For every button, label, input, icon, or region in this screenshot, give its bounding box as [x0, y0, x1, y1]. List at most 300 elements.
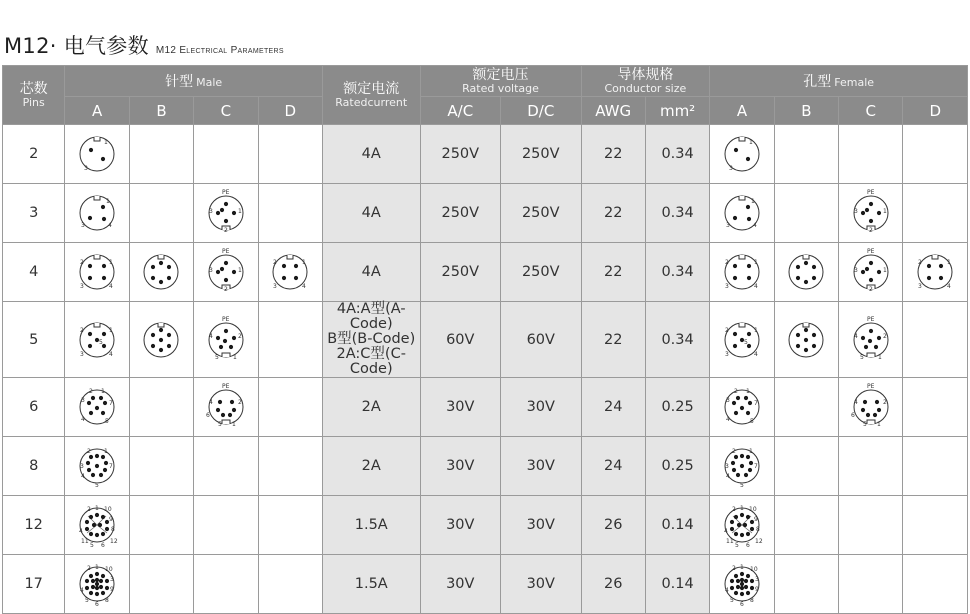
electrical-parameters-table — [2, 65, 968, 614]
male-pin-diagram-icon — [68, 187, 126, 239]
female-code-c-cell — [839, 496, 903, 555]
rated-current — [322, 302, 420, 378]
svg-text:3: 3 — [918, 283, 923, 290]
rated-current: 1.5A — [322, 555, 420, 614]
svg-text:3: 3 — [728, 165, 733, 172]
pins-count: 8 — [3, 437, 65, 496]
female-code-b-cell — [774, 125, 838, 184]
awg-value: 26 — [581, 496, 645, 555]
svg-text:11: 11 — [81, 538, 89, 545]
header-pins — [3, 66, 65, 125]
male-code-d-cell — [258, 243, 322, 302]
svg-text:1: 1 — [101, 388, 105, 395]
male-code-b-cell — [129, 496, 193, 555]
svg-text:3: 3 — [81, 397, 85, 404]
voltage-ac: 30V — [420, 437, 500, 496]
mm2-value: 0.34 — [645, 243, 709, 302]
female-code-a-cell — [710, 302, 774, 378]
svg-text:4: 4 — [752, 222, 757, 229]
svg-text:5: 5 — [749, 418, 754, 425]
svg-text:1: 1 — [877, 353, 882, 361]
svg-text:10: 10 — [104, 506, 112, 513]
female-socket-diagram-icon — [713, 381, 771, 433]
svg-text:8: 8 — [111, 526, 115, 533]
svg-text:1: 1 — [104, 448, 108, 455]
male-code-b-cell — [129, 378, 193, 437]
svg-text:3: 3 — [853, 208, 858, 215]
svg-text:1: 1 — [302, 259, 307, 266]
male-pin-diagram-icon — [68, 440, 126, 492]
svg-text:4: 4 — [753, 350, 758, 358]
header-male-code-b: B — [129, 97, 193, 125]
header-voltage-en: Rated voltage — [462, 81, 539, 95]
svg-text:3: 3 — [80, 350, 84, 358]
male-pin-diagram-icon — [68, 314, 126, 366]
female-socket-diagram-icon — [842, 381, 900, 433]
svg-text:2: 2 — [882, 399, 887, 406]
female-code-c-cell — [839, 378, 903, 437]
female-socket-diagram-icon — [713, 440, 771, 492]
svg-text:1: 1 — [232, 353, 237, 361]
female-code-a-cell — [710, 496, 774, 555]
svg-text:4: 4 — [753, 283, 758, 290]
svg-text:PE: PE — [221, 248, 230, 255]
svg-text:PE: PE — [866, 383, 875, 390]
pins-count: 4 — [3, 243, 65, 302]
title-sub: M12 Electrical Parameters — [155, 45, 284, 56]
svg-text:2: 2 — [87, 448, 91, 455]
svg-text:5: 5 — [743, 338, 748, 346]
svg-text:8: 8 — [755, 526, 760, 533]
svg-text:4: 4 — [80, 587, 84, 594]
male-pin-diagram-icon — [68, 558, 126, 610]
female-code-a-cell — [710, 378, 774, 437]
rated-current: 4A — [322, 243, 420, 302]
svg-text:10: 10 — [749, 566, 758, 573]
svg-text:PE: PE — [221, 383, 230, 390]
voltage-dc: 30V — [501, 437, 581, 496]
svg-text:5: 5 — [99, 338, 103, 346]
svg-text:6: 6 — [205, 412, 210, 419]
female-code-d-cell — [903, 555, 968, 614]
svg-text:1: 1 — [882, 208, 887, 215]
svg-text:1: 1 — [95, 505, 99, 512]
female-code-d-cell — [903, 496, 968, 555]
table-row — [3, 496, 968, 555]
svg-text:2: 2 — [237, 332, 242, 340]
male-code-c-cell — [194, 243, 258, 302]
svg-text:2: 2 — [882, 332, 887, 340]
header-dc: D/C — [501, 97, 581, 125]
male-code-c-cell — [194, 496, 258, 555]
svg-text:5: 5 — [859, 353, 864, 361]
svg-text:2: 2 — [731, 448, 736, 455]
header-ac: A/C — [420, 97, 500, 125]
svg-text:2: 2 — [87, 506, 91, 513]
svg-text:6: 6 — [739, 601, 744, 608]
voltage-dc: 30V — [501, 555, 581, 614]
female-code-b-cell — [774, 302, 838, 378]
svg-text:4: 4 — [725, 473, 730, 480]
female-socket-diagram-icon — [906, 246, 964, 298]
male-code-b-cell — [129, 184, 193, 243]
svg-text:3: 3 — [84, 165, 88, 172]
header-male-code-c: C — [194, 97, 258, 125]
svg-text:2: 2 — [223, 286, 228, 293]
female-socket-diagram-icon — [713, 558, 771, 610]
male-pin-diagram-icon — [68, 246, 126, 298]
awg-value: 22 — [581, 125, 645, 184]
female-code-d-cell — [903, 437, 968, 496]
male-pin-diagram-icon — [197, 314, 255, 366]
svg-text:1: 1 — [748, 139, 753, 146]
header-awg: AWG — [581, 97, 645, 125]
svg-text:2: 2 — [724, 326, 729, 334]
voltage-dc: 60V — [501, 302, 581, 378]
page-title — [4, 30, 284, 60]
pins-count: 2 — [3, 125, 65, 184]
female-code-b-cell — [774, 555, 838, 614]
rated-current: 4A — [322, 184, 420, 243]
svg-text:9: 9 — [110, 586, 114, 593]
awg-value: 26 — [581, 555, 645, 614]
pins-count: 6 — [3, 378, 65, 437]
svg-text:4: 4 — [81, 416, 85, 423]
svg-text:3: 3 — [208, 267, 213, 274]
svg-text:4: 4 — [81, 473, 85, 480]
male-code-b-cell — [129, 302, 193, 378]
svg-text:3: 3 — [208, 208, 213, 215]
male-pin-diagram-icon — [132, 246, 190, 298]
female-code-b-cell — [774, 184, 838, 243]
svg-text:4: 4 — [109, 283, 113, 290]
male-pin-diagram-icon — [197, 246, 255, 298]
svg-text:4: 4 — [724, 587, 729, 594]
svg-text:3: 3 — [725, 397, 730, 404]
male-pin-diagram-icon — [197, 381, 255, 433]
svg-text:1: 1 — [106, 198, 110, 205]
female-socket-diagram-icon — [777, 314, 835, 366]
male-code-c-cell — [194, 302, 258, 378]
svg-text:2: 2 — [731, 565, 736, 572]
male-code-d-cell — [258, 555, 322, 614]
table-row — [3, 302, 968, 378]
male-code-d-cell — [258, 125, 322, 184]
female-code-c-cell — [839, 302, 903, 378]
svg-text:6: 6 — [95, 601, 99, 608]
header-female-code-d: D — [903, 97, 968, 125]
header-male — [65, 66, 323, 97]
svg-text:3: 3 — [273, 283, 278, 290]
svg-text:3: 3 — [724, 463, 729, 470]
female-socket-diagram-icon — [713, 499, 771, 551]
svg-text:5: 5 — [95, 482, 99, 489]
female-code-c-cell — [839, 555, 903, 614]
voltage-dc: 250V — [501, 184, 581, 243]
male-pin-diagram-icon — [68, 499, 126, 551]
female-socket-diagram-icon — [777, 246, 835, 298]
female-code-a-cell — [710, 555, 774, 614]
awg-value: 24 — [581, 437, 645, 496]
svg-text:7: 7 — [109, 400, 113, 407]
voltage-dc: 30V — [501, 496, 581, 555]
svg-text:3: 3 — [724, 283, 729, 290]
svg-text:PE: PE — [866, 189, 875, 196]
male-code-c-cell — [194, 125, 258, 184]
svg-text:2: 2 — [89, 388, 93, 395]
svg-text:5: 5 — [214, 353, 219, 361]
female-code-b-cell — [774, 378, 838, 437]
svg-text:7: 7 — [753, 400, 758, 407]
svg-text:PE: PE — [221, 189, 230, 196]
header-male-zh: 针型 — [165, 74, 194, 90]
male-code-a-cell — [65, 496, 129, 555]
voltage-ac: 250V — [420, 184, 500, 243]
mm2-value: 0.14 — [645, 555, 709, 614]
svg-text:PE: PE — [866, 315, 875, 323]
male-code-a-cell — [65, 243, 129, 302]
svg-text:1: 1 — [876, 421, 881, 428]
male-code-a-cell — [65, 302, 129, 378]
svg-text:2: 2 — [731, 506, 736, 513]
svg-text:4: 4 — [208, 399, 213, 406]
voltage-ac: 250V — [420, 243, 500, 302]
table-row — [3, 378, 968, 437]
svg-text:1: 1 — [109, 259, 113, 266]
female-code-c-cell — [839, 243, 903, 302]
header-voltage-zh: 额定电压 — [472, 66, 529, 83]
male-code-d-cell — [258, 496, 322, 555]
svg-text:2: 2 — [223, 227, 228, 234]
voltage-dc: 250V — [501, 125, 581, 184]
svg-text:4: 4 — [947, 283, 952, 290]
svg-text:8: 8 — [749, 597, 754, 604]
header-pins-zh: 芯数 — [19, 80, 48, 97]
svg-text:11: 11 — [725, 538, 734, 545]
female-socket-diagram-icon — [713, 246, 771, 298]
svg-text:2: 2 — [87, 565, 91, 572]
svg-text:3: 3 — [80, 463, 84, 470]
svg-text:2: 2 — [868, 227, 873, 234]
header-male-en: Male — [196, 76, 223, 89]
male-code-d-cell — [258, 302, 322, 378]
male-pin-diagram-icon — [132, 314, 190, 366]
svg-text:2: 2 — [918, 259, 923, 266]
mm2-value: 0.25 — [645, 437, 709, 496]
female-socket-diagram-icon — [842, 246, 900, 298]
male-pin-diagram-icon — [197, 187, 255, 239]
svg-text:6: 6 — [850, 412, 855, 419]
svg-text:5: 5 — [90, 542, 94, 549]
svg-text:1: 1 — [748, 448, 753, 455]
header-female-code-b: B — [774, 97, 838, 125]
male-code-a-cell — [65, 378, 129, 437]
female-socket-diagram-icon — [842, 187, 900, 239]
header-male-code-a: A — [65, 97, 129, 125]
male-code-c-cell — [194, 184, 258, 243]
awg-value: 24 — [581, 378, 645, 437]
female-code-d-cell — [903, 302, 968, 378]
svg-text:1: 1 — [95, 564, 99, 571]
svg-text:2: 2 — [80, 259, 84, 266]
svg-text:9: 9 — [109, 516, 113, 523]
svg-text:2: 2 — [273, 259, 278, 266]
svg-text:10: 10 — [748, 506, 757, 513]
svg-text:2: 2 — [237, 399, 242, 406]
svg-text:4: 4 — [108, 222, 112, 229]
male-code-b-cell — [129, 243, 193, 302]
voltage-ac: 30V — [420, 496, 500, 555]
svg-text:1: 1 — [753, 259, 758, 266]
rated-current: 2A — [322, 437, 420, 496]
female-code-c-cell — [839, 437, 903, 496]
female-code-a-cell — [710, 125, 774, 184]
female-code-d-cell — [903, 378, 968, 437]
female-socket-diagram-icon — [713, 187, 771, 239]
svg-text:5: 5 — [734, 542, 739, 549]
male-code-b-cell — [129, 437, 193, 496]
awg-value: 22 — [581, 302, 645, 378]
rated-current-line: 2A:C型(C-Code) — [336, 346, 406, 377]
female-code-c-cell — [839, 184, 903, 243]
rated-current-line: B型(B-Code) — [327, 331, 416, 347]
male-code-a-cell — [65, 184, 129, 243]
voltage-ac: 250V — [420, 125, 500, 184]
svg-text:5: 5 — [729, 597, 734, 604]
mm2-value: 0.14 — [645, 496, 709, 555]
svg-text:1: 1 — [231, 421, 236, 428]
svg-text:9: 9 — [753, 516, 758, 523]
header-female-code-a: A — [710, 97, 774, 125]
table-row — [3, 184, 968, 243]
svg-text:12: 12 — [754, 538, 763, 545]
svg-text:3: 3 — [754, 576, 759, 583]
header-current-zh: 额定电流 — [343, 80, 400, 97]
svg-text:6: 6 — [101, 542, 105, 549]
male-code-b-cell — [129, 125, 193, 184]
svg-text:2: 2 — [868, 286, 873, 293]
header-female-en: Female — [834, 76, 875, 89]
header-female-code-c: C — [839, 97, 903, 125]
svg-text:12: 12 — [110, 538, 118, 545]
female-code-b-cell — [774, 243, 838, 302]
svg-text:4: 4 — [109, 350, 113, 358]
svg-text:1: 1 — [753, 326, 758, 334]
male-code-c-cell — [194, 378, 258, 437]
mm2-value: 0.25 — [645, 378, 709, 437]
svg-text:3: 3 — [725, 222, 730, 229]
svg-text:2: 2 — [724, 259, 729, 266]
awg-value: 22 — [581, 243, 645, 302]
svg-text:5: 5 — [217, 421, 222, 428]
header-current — [322, 66, 420, 125]
svg-text:3: 3 — [81, 222, 85, 229]
svg-text:3: 3 — [80, 283, 84, 290]
svg-text:1: 1 — [882, 267, 887, 274]
pins-count: 5 — [3, 302, 65, 378]
male-code-b-cell — [129, 555, 193, 614]
female-code-c-cell — [839, 125, 903, 184]
header-voltage — [420, 66, 581, 97]
male-code-a-cell — [65, 555, 129, 614]
svg-text:3: 3 — [724, 350, 729, 358]
male-pin-diagram-icon — [68, 128, 126, 180]
svg-text:2: 2 — [80, 326, 84, 334]
mm2-value: 0.34 — [645, 184, 709, 243]
svg-text:1: 1 — [109, 326, 113, 334]
male-pin-diagram-icon — [261, 246, 319, 298]
svg-text:4: 4 — [725, 416, 730, 423]
svg-text:5: 5 — [739, 482, 744, 489]
svg-text:2: 2 — [733, 388, 738, 395]
svg-text:10: 10 — [105, 566, 113, 573]
svg-text:9: 9 — [754, 586, 759, 593]
male-code-a-cell — [65, 437, 129, 496]
male-pin-diagram-icon — [68, 381, 126, 433]
male-code-d-cell — [258, 378, 322, 437]
svg-text:4: 4 — [208, 332, 213, 340]
mm2-value: 0.34 — [645, 302, 709, 378]
svg-text:1: 1 — [104, 139, 108, 146]
voltage-ac: 60V — [420, 302, 500, 378]
male-code-c-cell — [194, 437, 258, 496]
svg-text:5: 5 — [85, 597, 89, 604]
svg-text:1: 1 — [237, 267, 242, 274]
voltage-ac: 30V — [420, 555, 500, 614]
svg-text:4: 4 — [302, 283, 307, 290]
rated-current: 2A — [322, 378, 420, 437]
svg-text:PE: PE — [866, 248, 875, 255]
awg-value: 22 — [581, 184, 645, 243]
svg-text:3: 3 — [110, 576, 114, 583]
header-female-zh: 孔型 — [803, 74, 832, 90]
female-socket-diagram-icon — [713, 128, 771, 180]
header-pins-en: Pins — [22, 95, 45, 109]
svg-text:7: 7 — [109, 463, 113, 470]
header-conductor-en: Conductor size — [604, 81, 687, 95]
male-code-a-cell — [65, 125, 129, 184]
male-code-d-cell — [258, 184, 322, 243]
header-male-code-d: D — [258, 97, 322, 125]
pins-count: 12 — [3, 496, 65, 555]
voltage-dc: 30V — [501, 378, 581, 437]
table-row — [3, 125, 968, 184]
female-code-b-cell — [774, 496, 838, 555]
header-conductor-zh: 导体规格 — [617, 66, 674, 83]
male-code-d-cell — [258, 437, 322, 496]
female-code-a-cell — [710, 184, 774, 243]
female-socket-diagram-icon — [713, 314, 771, 366]
pins-count: 17 — [3, 555, 65, 614]
svg-text:8: 8 — [105, 597, 109, 604]
svg-text:6: 6 — [745, 542, 750, 549]
female-code-a-cell — [710, 243, 774, 302]
table-row — [3, 555, 968, 614]
table-row — [3, 243, 968, 302]
svg-text:1: 1 — [739, 505, 744, 512]
voltage-dc: 250V — [501, 243, 581, 302]
svg-text:1: 1 — [750, 198, 755, 205]
header-mm2: mm² — [645, 97, 709, 125]
mm2-value: 0.34 — [645, 125, 709, 184]
female-code-d-cell — [903, 243, 968, 302]
header-current-en: Ratedcurrent — [335, 95, 408, 109]
svg-text:5: 5 — [862, 421, 867, 428]
rated-current: 1.5A — [322, 496, 420, 555]
svg-text:4: 4 — [723, 528, 728, 535]
female-code-b-cell — [774, 437, 838, 496]
svg-text:4: 4 — [79, 528, 83, 535]
